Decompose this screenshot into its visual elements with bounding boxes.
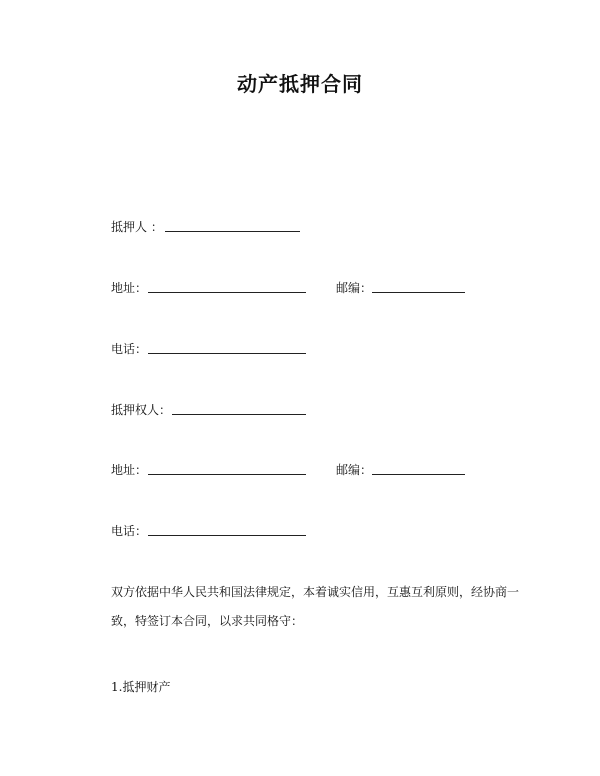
mortgagee-address-blank[interactable] [148, 474, 306, 475]
mortgagee-name-blank[interactable] [172, 414, 306, 415]
mortgagor-name-row [0, 217, 600, 237]
mortgagor-phone-blank[interactable] [148, 353, 306, 354]
mortgagor-name-blank[interactable] [165, 231, 300, 232]
mortgagor-address-label: 地址： [111, 281, 148, 295]
mortgagee-address-label: 地址： [111, 463, 148, 477]
mortgagee-name-label: 抵押权人： [111, 403, 172, 417]
mortgagee-address-row [0, 460, 600, 480]
mortgagor-phone-row [0, 339, 600, 359]
mortgagor-name-label: 抵押人 ： [111, 220, 163, 234]
mortgagee-postcode-label: 邮编： [336, 463, 373, 477]
mortgagee-phone-label: 电话： [111, 524, 148, 538]
preamble-line-1: 双方依据中华人民共和国法律规定，本着诚实信用，互惠互利原则，经协商一 [111, 585, 520, 599]
mortgagee-name-row [0, 400, 600, 420]
mortgagee-postcode-blank[interactable] [372, 474, 465, 475]
mortgagee-phone-blank[interactable] [148, 535, 306, 536]
mortgagor-postcode-blank[interactable] [372, 292, 465, 293]
preamble-line-2: 致，特签订本合同，以求共同格守： [111, 614, 304, 628]
mortgagee-phone-row [0, 521, 600, 541]
section-1-heading: 1.抵押财产 [111, 680, 171, 694]
document-title: 动产抵押合同 [237, 72, 363, 96]
mortgagor-phone-label: 电话： [111, 342, 148, 356]
mortgagor-address-blank[interactable] [148, 292, 306, 293]
mortgagor-postcode-label: 邮编： [336, 281, 373, 295]
mortgagor-address-row [0, 278, 600, 298]
